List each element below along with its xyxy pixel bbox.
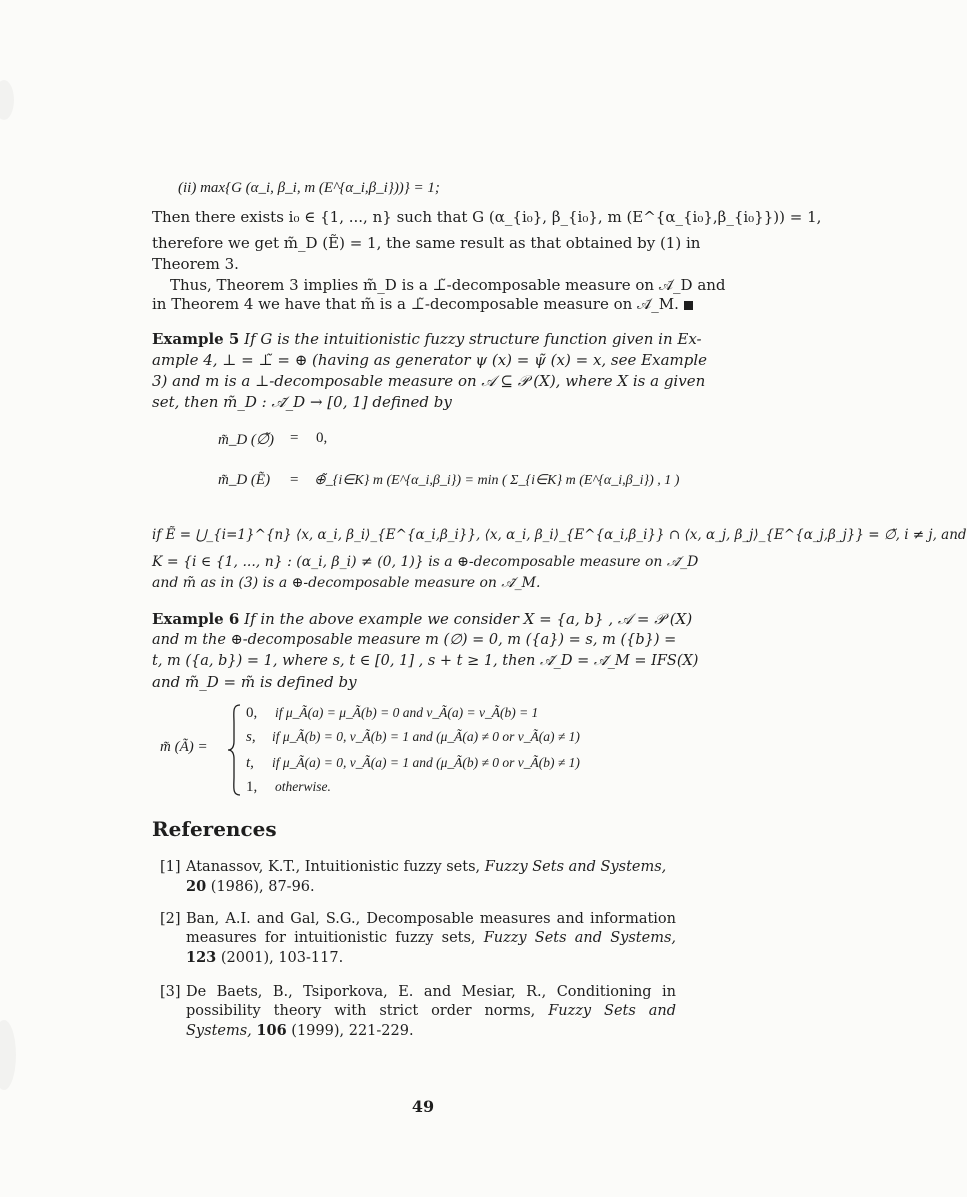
example5-eq1-eq: = [290, 430, 299, 446]
example5-eq2-lhs: m̃_D (Ẽ) [218, 472, 271, 488]
page-number: 49 [411, 1097, 435, 1116]
reference-journal: Fuzzy Sets and Systems, [484, 859, 667, 875]
references-heading: References [152, 817, 277, 841]
example5-line-4: set, then m̃_D : 𝒜̃_D → [0, 1] defined by [152, 393, 452, 411]
reference-item [160, 858, 676, 897]
example5-eq2-eq: = [290, 472, 299, 488]
reference-pages: (1986), 87-96. [210, 879, 315, 895]
example6-line-1 [152, 610, 693, 628]
reference-volume: 106 [256, 1022, 287, 1039]
case-3-value: 1, [246, 779, 258, 795]
example5-eq2-rhs: ⊕̃_{i∈K} m (E^{α_i,β_i}) = min ( Σ_{i∈K} m (E^{α_i,β_i}) , 1 ) [314, 473, 680, 488]
reference-journal: Fuzzy Sets and Systems, [186, 1003, 676, 1039]
case-2-value: t, [246, 755, 254, 771]
left-brace-icon [226, 703, 242, 797]
proof-line-5 [152, 295, 679, 313]
reference-number: [1] [160, 859, 181, 875]
reference-journal: Fuzzy Sets and Systems, [483, 930, 676, 946]
example5-eq1-rhs: 0, [316, 430, 328, 446]
scan-smudge [0, 1020, 16, 1090]
proof-line-4-text: Thus, Theorem 3 implies m̃_D is a ⊥̃-decomposable measure on 𝒜̃_D and [170, 276, 726, 294]
reference-number: [3] [160, 984, 181, 1000]
case-2-cond: if μ_Ã(a) = 0, ν_Ã(a) = 1 and (μ_Ã(b) ≠ 0 or ν_Ã(b) ≠ 1) [272, 755, 580, 770]
example5-line-2: ample 4, ⊥ = ⊥̃ = ⊕ (having as generator ψ (x) = ψ̃ (x) = x, see Example [152, 351, 708, 369]
proof-line-4 [152, 276, 726, 294]
case-1-cond: if μ_Ã(b) = 0, ν_Ã(b) = 1 and (μ_Ã(a) ≠ 0 or ν_Ã(a) ≠ 1) [272, 729, 580, 744]
case-1-value: s, [246, 729, 256, 745]
proof-line-1: Then there exists i₀ ∈ {1, ..., n} such that G (α_{i₀}, β_{i₀}, m (E^{α_{i₀},β_{i₀}})) = 1, [152, 208, 822, 226]
qed-square-icon [684, 301, 693, 310]
example6-label: Example 6 [152, 610, 240, 628]
reference-authors: Atanassov, K.T., Intuitionistic fuzzy sets, [186, 859, 481, 875]
example5-after-1: if Ẽ = ⋃_{i=1}^{n} ⟨x, α_i, β_i⟩_{E^{α_i,β_i}}, ⟨x, α_i, β_i⟩_{E^{α_i,β_i}} ∩ ⟨x, α_j, β_j⟩_{E^{α_j,β_j}} = ∅̃, i ≠ j, and [152, 527, 967, 543]
case-3-cond: otherwise. [275, 779, 331, 794]
reference-item [160, 983, 676, 1041]
reference-volume: 123 [186, 949, 217, 966]
example6-line-2: and m the ⊕-decomposable measure m (∅) = 0, m ({a}) = s, m ({b}) = [152, 632, 677, 648]
example6-line-3: t, m ({a, b}) = 1, where s, t ∈ [0, 1] , s + t ≥ 1, then 𝒜̃_D = 𝒜̃_M = IFS(X) [152, 653, 699, 669]
example6-lhs: m̃ (Ã) = [160, 739, 208, 755]
example6-text-1: If in the above example we consider X = {a, b} , 𝒜 = 𝒫 (X) [244, 610, 693, 628]
example5-after-2: K = {i ∈ {1, ..., n} : (α_i, β_i) ≠ (0, 1)} is a ⊕-decomposable measure on 𝒜̃_D [152, 554, 699, 570]
reference-authors: De Baets, B., Tsiporkova, E. and Mesiar, R., Conditioning in possibility theory with strict order norms, [186, 984, 676, 1019]
example5-line-3: 3) and m is a ⊥-decomposable measure on 𝒜 ⊆ 𝒫 (X), where X is a given [152, 372, 706, 390]
example5-line-1 [152, 330, 702, 348]
reference-pages: (1999), 221-229. [291, 1023, 414, 1039]
scan-smudge [0, 80, 14, 120]
proof-line-5-text: in Theorem 4 we have that m̃ is a ⊥̃-decomposable measure on 𝒜̃_M. [152, 295, 679, 313]
reference-pages: (2001), 103-117. [220, 950, 344, 966]
reference-authors: Ban, A.I. and Gal, S.G., Decomposable measures and information measures for intuitionistic fuzzy sets, [186, 911, 676, 946]
proof-line-3: Theorem 3. [152, 255, 239, 273]
item-ii-equation: (ii) max{G (α_i, β_i, m (E^{α_i,β_i}))} = 1; [178, 180, 440, 196]
example5-eq1-lhs: m̃_D (∅̃) [218, 432, 274, 448]
reference-volume: 20 [186, 878, 207, 895]
reference-item [160, 910, 676, 968]
example6-line-4: and m̃_D = m̃ is defined by [152, 673, 357, 691]
case-0-cond: if μ_Ã(a) = μ_Ã(b) = 0 and ν_Ã(a) = ν_Ã(b) = 1 [275, 705, 539, 720]
example5-after-3: and m̃ as in (3) is a ⊕-decomposable measure on 𝒜̃_M. [152, 575, 541, 591]
proof-line-2: therefore we get m̃_D (Ẽ) = 1, the same result as that obtained by (1) in [152, 234, 701, 252]
example5-label: Example 5 [152, 330, 240, 348]
example5-text-1: If G is the intuitionistic fuzzy structure function given in Ex- [244, 330, 702, 348]
reference-number: [2] [160, 911, 181, 927]
case-0-value: 0, [246, 705, 258, 721]
